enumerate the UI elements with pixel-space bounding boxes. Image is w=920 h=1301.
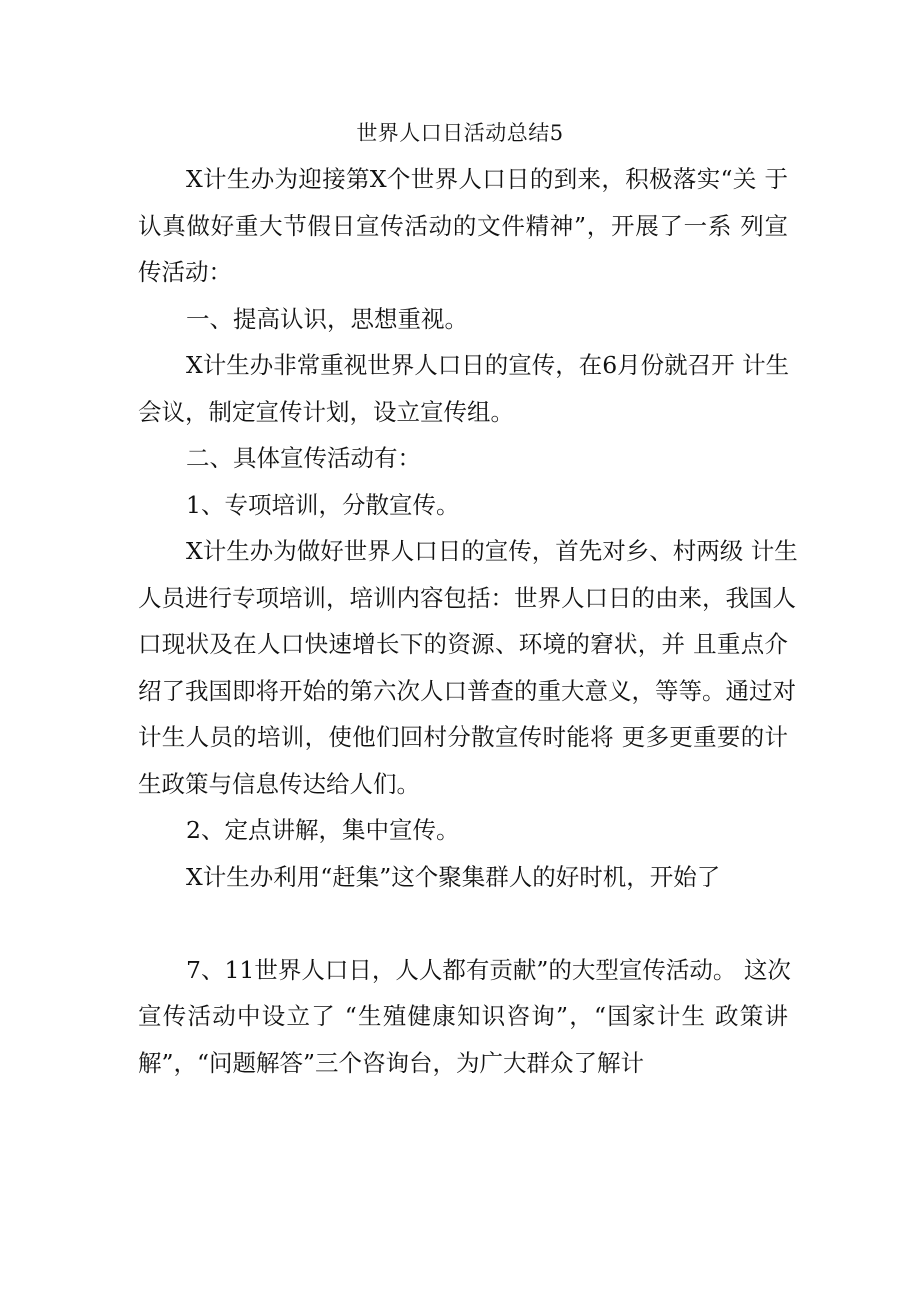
paragraph-line: 7、11世界人口日，人人都有贡献”的大型宣传活动。 这次: [186, 955, 791, 984]
paragraph-line: 认真做好重大节假日宣传活动的文件精神”，开展了一系 列宣: [138, 211, 788, 240]
paragraph-line: X计生办非常重视世界人口日的宣传，在6月份就召开 计生: [186, 351, 790, 379]
paragraph-line: 生政策与信息传达给人们。: [138, 769, 420, 798]
subsection-heading: 2、定点讲解，集中宣传。: [186, 816, 460, 844]
document-title: 世界人口日活动总结5: [356, 121, 564, 145]
paragraph-line: 绍了我国即将开始的第六次人口普查的重大意义，等等。通过对: [138, 676, 796, 705]
section-heading: 二、具体宣传活动有：: [186, 444, 421, 472]
paragraph-line: X计生办利用“赶集”这个聚集群人的好时机，开始了: [186, 862, 721, 891]
paragraph-line: 传活动：: [138, 258, 232, 286]
subsection-heading: 1、专项培训，分散宣传。: [186, 490, 460, 519]
paragraph-line: X计生办为迎接第X个世界人口日的到来，积极落实“关 于: [186, 165, 788, 193]
paragraph-line: 口现状及在人口快速增长下的资源、环境的窘状，并 且重点介: [138, 630, 788, 658]
paragraph-line: 会议，制定宣传计划，设立宣传组。: [138, 397, 514, 426]
paragraph-line: 计生人员的培训，使他们回村分散宣传时能将 更多更重要的计: [138, 723, 788, 751]
paragraph-line: 人员进行专项培训，培训内容包括：世界人口日的由来，我国人: [138, 583, 796, 612]
paragraph-line: X计生办为做好世界人口日的宣传，首先对乡、村两级 计生: [186, 537, 798, 565]
document-body: [138, 156, 798, 1086]
paragraph-line: 解”，“问题解答”三个咨询台，为广大群众了解计: [138, 1048, 645, 1077]
section-heading: 一、提高认识，思想重视。: [186, 304, 468, 333]
paragraph-line: 宣传活动中设立了 “生殖健康知识咨询”，“国家计生 政策讲: [138, 1002, 788, 1030]
page-break-gap: [138, 900, 788, 947]
